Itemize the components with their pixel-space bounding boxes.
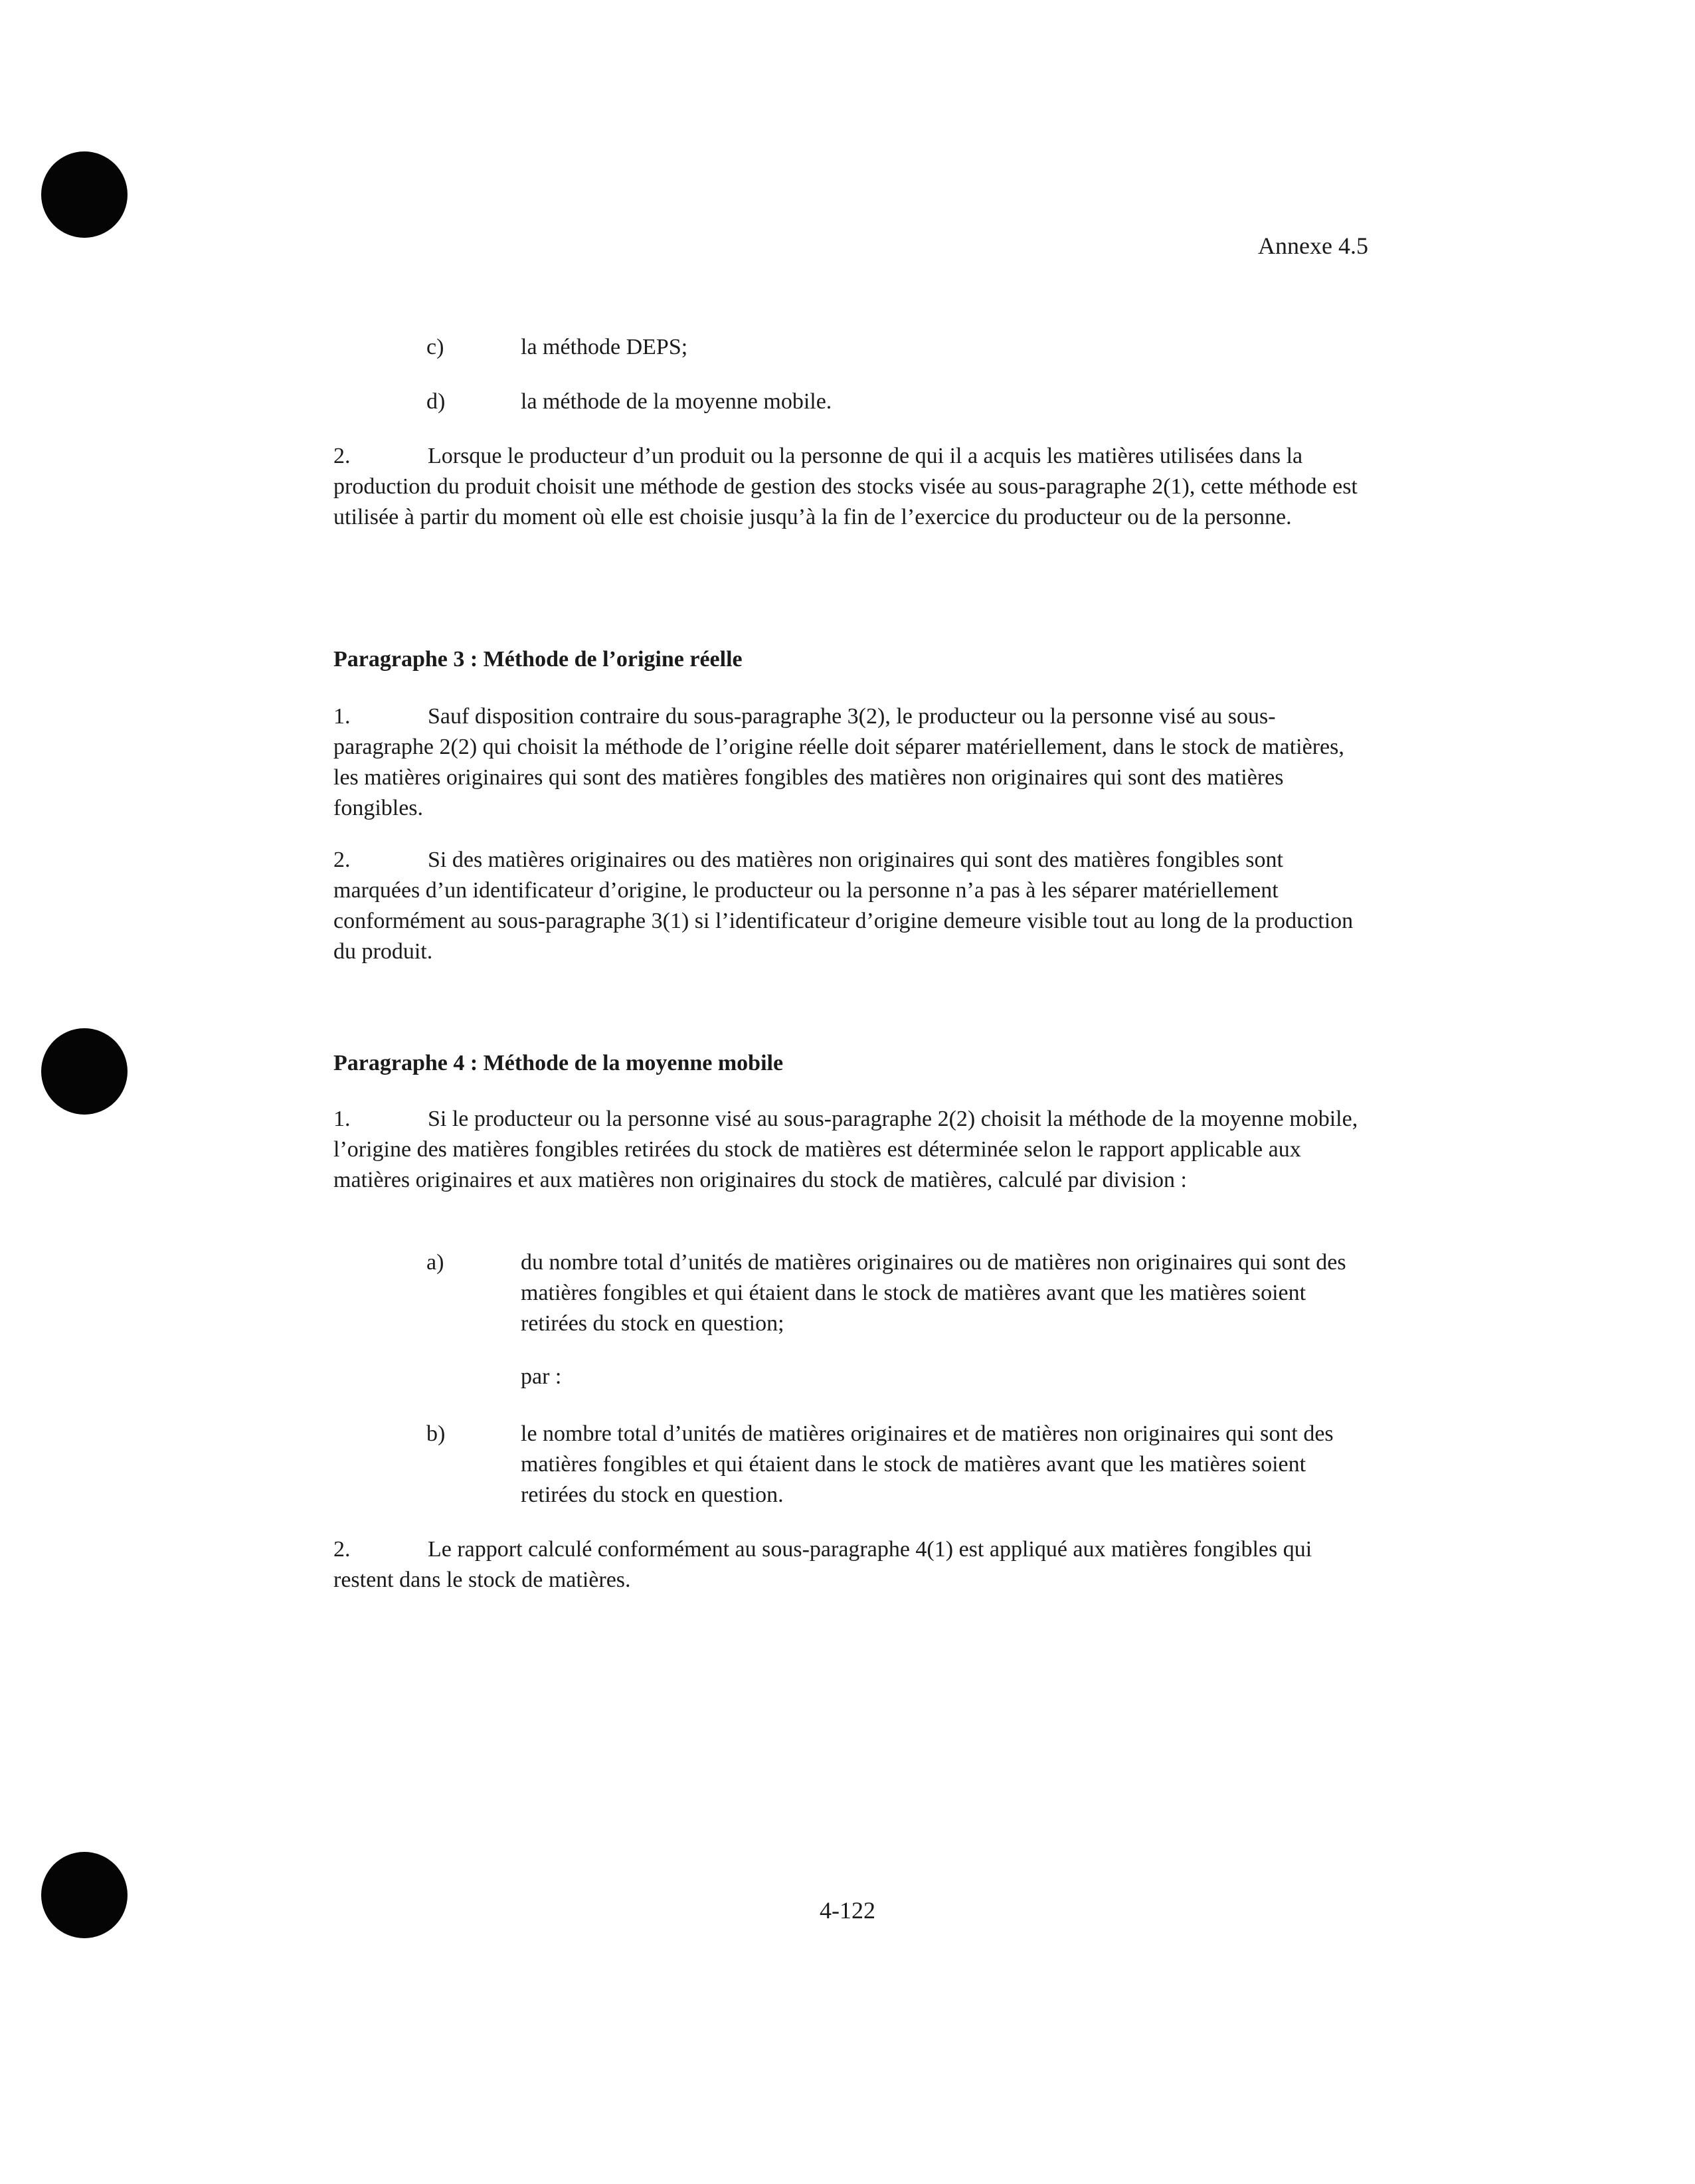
section-4-heading: Paragraphe 4 : Méthode de la moyenne mobile xyxy=(333,1051,784,1075)
list-item-label: d) xyxy=(426,389,446,414)
annex-label: Annexe 4.5 xyxy=(1258,232,1368,259)
list-item-label: a) xyxy=(426,1250,444,1275)
par-connector: par : xyxy=(521,1364,562,1389)
list-item-text: le nombre total d’unités de matières originaires et de matières non originaires qui sont des matières fongibles et qui étaient dans le stock de matières avant que les matières soient retirées du stock en question. xyxy=(521,1421,1334,1507)
paragraph-number: 1. xyxy=(333,1107,351,1131)
paragraph-number: 2. xyxy=(333,848,351,872)
paragraph-text: Si le producteur ou la personne visé au sous-paragraphe 2(2) choisit la méthode de la moyenne mobile, l’origine des matières fongibles retirées du stock de matières est déterminée selon le rapport applicable aux matières originaires et aux matières non originaires du stock de matières, calculé par division : xyxy=(333,1107,1358,1192)
paragraph-text: Si des matières originaires ou des matières non originaires qui sont des matières fongibles sont marquées d’un identificateur d’origine, le producteur ou la personne n’a pas à les séparer matériellement conformément au sous-paragraphe 3(1) si l’identificateur d’origine demeure visible tout au long de la production du produit. xyxy=(333,848,1354,964)
list-item-label: b) xyxy=(426,1421,446,1446)
paragraph-number: 2. xyxy=(333,1537,351,1562)
list-item-text: la méthode DEPS; xyxy=(521,335,688,359)
paragraph-text: Sauf disposition contraire du sous-paragraphe 3(2), le producteur ou la personne visé au sous-paragraphe 2(2) qui choisit la méthode de l’origine réelle doit séparer matériellement, dans le stock de matières, les matières originaires qui sont des matières fongibles des matières non originaires qui sont des matières fongibles. xyxy=(333,704,1344,820)
paragraph-number: 1. xyxy=(333,704,351,729)
section-3-paragraph-2 xyxy=(333,845,1370,967)
page-number: 4-122 xyxy=(820,1897,875,1924)
paragraph-text: Le rapport calculé conformément au sous-paragraphe 4(1) est appliqué aux matières fongibles qui restent dans le stock de matières. xyxy=(333,1537,1312,1592)
punch-hole-bottom xyxy=(41,1852,128,1938)
list-item-text: la méthode de la moyenne mobile. xyxy=(521,389,832,414)
paragraph-text: Lorsque le producteur d’un produit ou la personne de qui il a acquis les matières utilisées dans la production du produit choisit une méthode de gestion des stocks visée au sous-paragraphe 2(1), cette méthode est utilisée à partir du moment où elle est choisie jusqu’à la fin de l’exercice du producteur ou de la personne. xyxy=(333,444,1358,529)
punch-hole-top xyxy=(41,151,128,238)
paragraph-2-intro xyxy=(333,441,1370,533)
section-3-paragraph-1 xyxy=(333,701,1370,824)
list-item-text: du nombre total d’unités de matières originaires ou de matières non originaires qui sont des matières fongibles et qui étaient dans le stock de matières avant que les matières soient retirées du stock en question; xyxy=(521,1250,1346,1336)
section-3-heading: Paragraphe 3 : Méthode de l’origine réelle xyxy=(333,647,743,672)
paragraph-number: 2. xyxy=(333,444,351,468)
punch-hole-middle xyxy=(41,1028,128,1115)
section-4-paragraph-1 xyxy=(333,1104,1370,1196)
section-4-paragraph-2 xyxy=(333,1534,1370,1595)
list-item-label: c) xyxy=(426,335,444,359)
